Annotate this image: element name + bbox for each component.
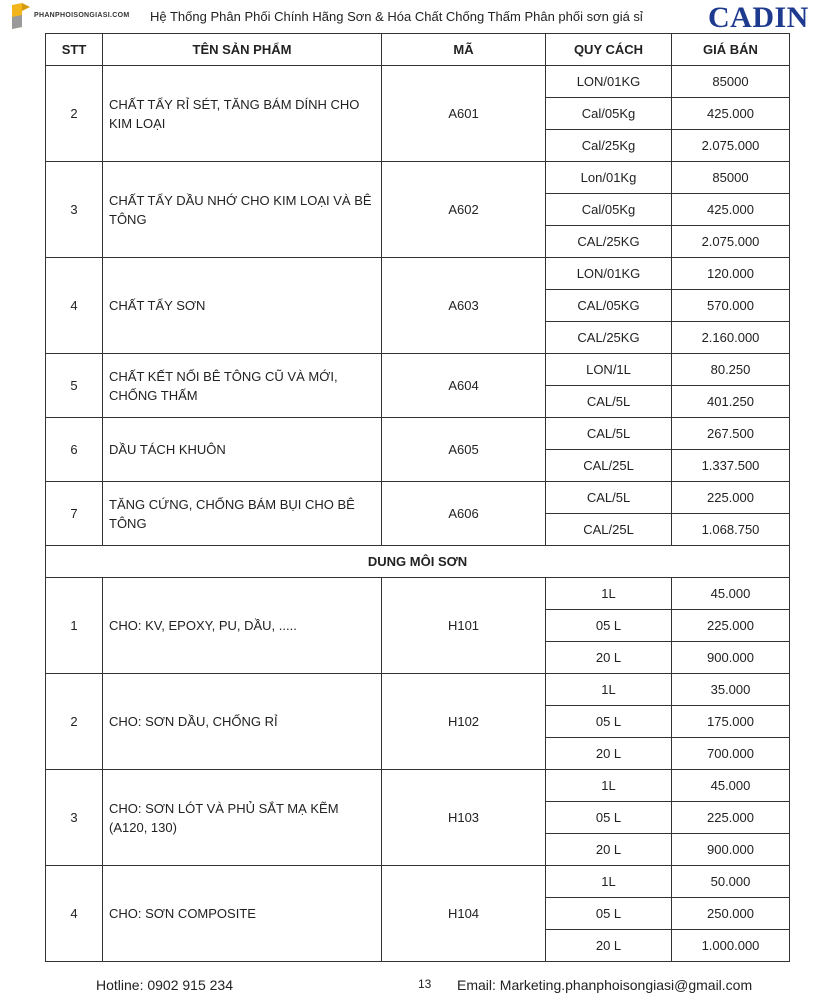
- row-spec: 05 L: [546, 610, 672, 642]
- header-stt: STT: [46, 34, 103, 66]
- row-stt: 4: [46, 866, 103, 962]
- table-row: [46, 354, 790, 386]
- row-price: 175.000: [672, 706, 790, 738]
- row-spec: CAL/25KG: [546, 322, 672, 354]
- row-spec: CAL/5L: [546, 418, 672, 450]
- row-code: H103: [382, 770, 546, 866]
- row-spec: Cal/05Kg: [546, 194, 672, 226]
- row-product-name: CHẤT TẨY DẦU NHỚ CHO KIM LOẠI VÀ BÊ TÔNG: [103, 162, 382, 258]
- row-price: 401.250: [672, 386, 790, 418]
- table-header-row: [46, 34, 790, 66]
- row-code: H101: [382, 578, 546, 674]
- row-product-name: DẦU TÁCH KHUÔN: [103, 418, 382, 482]
- row-price: 35.000: [672, 674, 790, 706]
- row-stt: 6: [46, 418, 103, 482]
- table-row: [46, 258, 790, 290]
- site-logo: [10, 3, 160, 29]
- row-product-name: CHẤT KẾT NỐI BÊ TÔNG CŨ VÀ MỚI, CHỐNG THẤM: [103, 354, 382, 418]
- row-code: A604: [382, 354, 546, 418]
- row-product-name: CHẤT TẨY RỈ SÉT, TĂNG BÁM DÍNH CHO KIM LOẠI: [103, 66, 382, 162]
- hotline-text: Hotline: 0902 915 234: [96, 977, 233, 993]
- row-price: 425.000: [672, 194, 790, 226]
- row-spec: CAL/25L: [546, 514, 672, 546]
- row-price: 225.000: [672, 482, 790, 514]
- row-price: 225.000: [672, 802, 790, 834]
- row-spec: CAL/05KG: [546, 290, 672, 322]
- row-product-name: TĂNG CỨNG, CHỐNG BÁM BỤI CHO BÊ TÔNG: [103, 482, 382, 546]
- row-price: 45.000: [672, 770, 790, 802]
- row-price: 425.000: [672, 98, 790, 130]
- row-price: 900.000: [672, 642, 790, 674]
- row-price: 120.000: [672, 258, 790, 290]
- row-spec: LON/01KG: [546, 66, 672, 98]
- row-price: 900.000: [672, 834, 790, 866]
- row-price: 85000: [672, 66, 790, 98]
- page-footer: [0, 972, 833, 998]
- row-stt: 3: [46, 162, 103, 258]
- row-spec: 20 L: [546, 738, 672, 770]
- row-price: 50.000: [672, 866, 790, 898]
- row-price: 85000: [672, 162, 790, 194]
- section-row: [46, 546, 790, 578]
- row-stt: 3: [46, 770, 103, 866]
- table-row: [46, 482, 790, 514]
- row-code: A606: [382, 482, 546, 546]
- table-row: [46, 866, 790, 898]
- row-spec: LON/01KG: [546, 258, 672, 290]
- row-stt: 5: [46, 354, 103, 418]
- header-product-name: TÊN SẢN PHẨM: [103, 34, 382, 66]
- row-price: 250.000: [672, 898, 790, 930]
- email-text: Email: Marketing.phanphoisongiasi@gmail.com: [457, 977, 753, 993]
- brand-logo: CADIN: [708, 1, 809, 34]
- row-spec: 05 L: [546, 706, 672, 738]
- row-spec: CAL/5L: [546, 482, 672, 514]
- row-price: 570.000: [672, 290, 790, 322]
- site-name: PHANPHOISONGIASI.COM: [34, 12, 130, 19]
- row-code: H104: [382, 866, 546, 962]
- row-stt: 1: [46, 578, 103, 674]
- row-stt: 2: [46, 674, 103, 770]
- row-spec: Cal/05Kg: [546, 98, 672, 130]
- row-spec: 1L: [546, 866, 672, 898]
- row-spec: 05 L: [546, 898, 672, 930]
- row-spec: Cal/25Kg: [546, 130, 672, 162]
- row-spec: LON/1L: [546, 354, 672, 386]
- row-spec: 1L: [546, 674, 672, 706]
- table-row: [46, 674, 790, 706]
- row-price: 2.075.000: [672, 130, 790, 162]
- page-header: [0, 0, 833, 34]
- row-product-name: CHO: KV, EPOXY, PU, DẦU, .....: [103, 578, 382, 674]
- header-price: GIÁ BÁN: [672, 34, 790, 66]
- row-price: 2.160.000: [672, 322, 790, 354]
- row-spec: 20 L: [546, 930, 672, 962]
- header-spec: QUY CÁCH: [546, 34, 672, 66]
- row-price: 225.000: [672, 610, 790, 642]
- logo-icon: [10, 3, 32, 29]
- row-code: A601: [382, 66, 546, 162]
- price-table: [45, 33, 790, 962]
- row-spec: CAL/25L: [546, 450, 672, 482]
- row-price: 1.337.500: [672, 450, 790, 482]
- row-spec: CAL/5L: [546, 386, 672, 418]
- row-spec: 1L: [546, 578, 672, 610]
- table-row: [46, 418, 790, 450]
- row-stt: 4: [46, 258, 103, 354]
- row-price: 1.068.750: [672, 514, 790, 546]
- row-price: 45.000: [672, 578, 790, 610]
- table-row: [46, 578, 790, 610]
- row-code: H102: [382, 674, 546, 770]
- row-code: A603: [382, 258, 546, 354]
- row-product-name: CHO: SƠN DẦU, CHỐNG RỈ: [103, 674, 382, 770]
- row-price: 80.250: [672, 354, 790, 386]
- row-spec: 05 L: [546, 802, 672, 834]
- row-price: 2.075.000: [672, 226, 790, 258]
- table-row: [46, 162, 790, 194]
- section-title: DUNG MÔI SƠN: [46, 546, 790, 578]
- table-row: [46, 770, 790, 802]
- header-title: Hệ Thống Phân Phối Chính Hãng Sơn & Hóa Chất Chống Thấm Phân phối sơn giá sỉ: [150, 9, 643, 24]
- row-spec: 20 L: [546, 642, 672, 674]
- page-number: 13: [418, 977, 432, 991]
- row-code: A605: [382, 418, 546, 482]
- row-product-name: CHO: SƠN COMPOSITE: [103, 866, 382, 962]
- row-spec: CAL/25KG: [546, 226, 672, 258]
- row-product-name: CHO: SƠN LÓT VÀ PHỦ SẮT MẠ KẼM (A120, 130): [103, 770, 382, 866]
- row-spec: 20 L: [546, 834, 672, 866]
- table-row: [46, 66, 790, 98]
- row-spec: 1L: [546, 770, 672, 802]
- row-code: A602: [382, 162, 546, 258]
- row-stt: 2: [46, 66, 103, 162]
- row-price: 1.000.000: [672, 930, 790, 962]
- row-price: 700.000: [672, 738, 790, 770]
- header-code: MÃ: [382, 34, 546, 66]
- row-product-name: CHẤT TẨY SƠN: [103, 258, 382, 354]
- row-spec: Lon/01Kg: [546, 162, 672, 194]
- row-price: 267.500: [672, 418, 790, 450]
- row-stt: 7: [46, 482, 103, 546]
